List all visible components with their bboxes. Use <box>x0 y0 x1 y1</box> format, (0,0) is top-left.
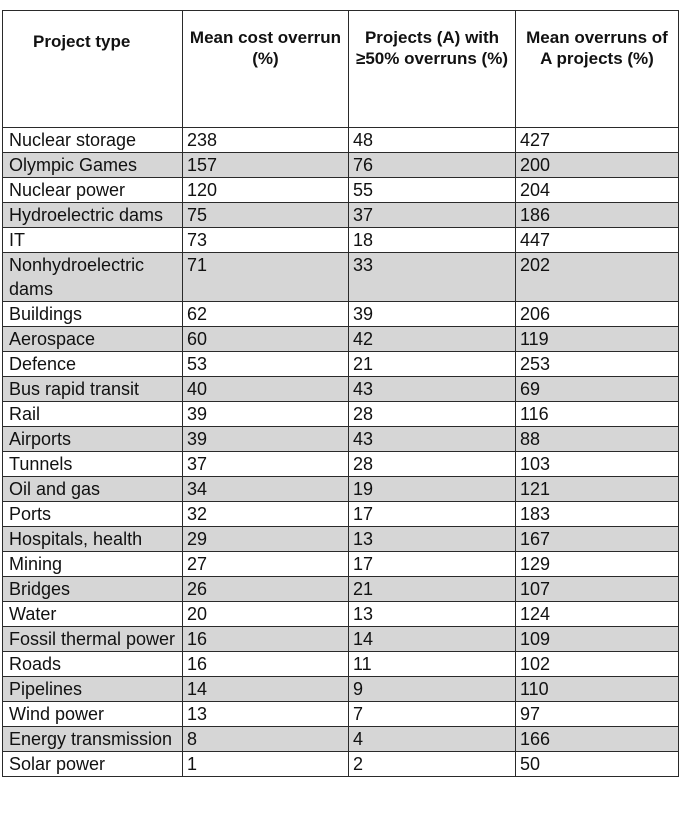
cell-mean-cost-overrun: 1 <box>183 752 349 777</box>
header-project-type: Project type <box>3 11 183 128</box>
cell-projects-a-pct: 21 <box>349 352 516 377</box>
cell-mean-cost-overrun: 157 <box>183 153 349 178</box>
cell-mean-cost-overrun: 34 <box>183 477 349 502</box>
cell-mean-cost-overrun: 40 <box>183 377 349 402</box>
cell-projects-a-pct: 37 <box>349 203 516 228</box>
cell-project-type: Olympic Games <box>3 153 183 178</box>
cell-projects-a-pct: 28 <box>349 452 516 477</box>
table-row <box>3 327 679 352</box>
cell-mean-overrun-a: 124 <box>516 602 679 627</box>
cell-mean-cost-overrun: 8 <box>183 727 349 752</box>
cell-mean-overrun-a: 447 <box>516 228 679 253</box>
cell-project-type: Fossil thermal power <box>3 627 183 652</box>
cell-mean-overrun-a: 253 <box>516 352 679 377</box>
cell-projects-a-pct: 76 <box>349 153 516 178</box>
cell-project-type: Hydroelectric dams <box>3 203 183 228</box>
cell-project-type: Wind power <box>3 702 183 727</box>
cell-projects-a-pct: 9 <box>349 677 516 702</box>
cell-mean-cost-overrun: 37 <box>183 452 349 477</box>
cell-project-type: Nuclear storage <box>3 128 183 153</box>
cell-mean-cost-overrun: 75 <box>183 203 349 228</box>
table-row <box>3 452 679 477</box>
table-row <box>3 302 679 327</box>
header-projects-a-text: Projects (A) with ≥50% overruns (%) <box>356 28 508 68</box>
cell-mean-cost-overrun: 29 <box>183 527 349 552</box>
cell-mean-cost-overrun: 39 <box>183 427 349 452</box>
cell-mean-overrun-a: 119 <box>516 327 679 352</box>
table-row <box>3 527 679 552</box>
table-row <box>3 552 679 577</box>
cell-projects-a-pct: 42 <box>349 327 516 352</box>
cell-mean-overrun-a: 69 <box>516 377 679 402</box>
cell-mean-cost-overrun: 39 <box>183 402 349 427</box>
table-row <box>3 427 679 452</box>
table-row <box>3 677 679 702</box>
cell-projects-a-pct: 21 <box>349 577 516 602</box>
cell-mean-overrun-a: 204 <box>516 178 679 203</box>
cell-mean-overrun-a: 167 <box>516 527 679 552</box>
cell-mean-overrun-a: 200 <box>516 153 679 178</box>
cell-projects-a-pct: 43 <box>349 427 516 452</box>
cell-projects-a-pct: 13 <box>349 602 516 627</box>
cell-project-type: Bus rapid transit <box>3 377 183 402</box>
cell-mean-overrun-a: 103 <box>516 452 679 477</box>
table-row <box>3 577 679 602</box>
cell-mean-overrun-a: 110 <box>516 677 679 702</box>
header-mean-overruns-a: Mean overruns of A projects (%) <box>516 11 679 128</box>
table-body <box>3 128 679 777</box>
cell-project-type: Defence <box>3 352 183 377</box>
cell-project-type: Roads <box>3 652 183 677</box>
header-projects-a <box>349 11 516 128</box>
table-row <box>3 652 679 677</box>
cell-mean-cost-overrun: 73 <box>183 228 349 253</box>
table-row <box>3 153 679 178</box>
table-row <box>3 602 679 627</box>
cell-project-type: Oil and gas <box>3 477 183 502</box>
cell-mean-cost-overrun: 60 <box>183 327 349 352</box>
table-row <box>3 727 679 752</box>
cell-mean-overrun-a: 183 <box>516 502 679 527</box>
cell-project-type: Water <box>3 602 183 627</box>
cell-projects-a-pct: 11 <box>349 652 516 677</box>
cell-projects-a-pct: 17 <box>349 502 516 527</box>
table-row <box>3 752 679 777</box>
cell-project-type: Aerospace <box>3 327 183 352</box>
cell-mean-overrun-a: 166 <box>516 727 679 752</box>
cell-mean-overrun-a: 206 <box>516 302 679 327</box>
cell-projects-a-pct: 33 <box>349 253 516 302</box>
cell-project-type: Energy transmission <box>3 727 183 752</box>
table-container <box>2 10 679 777</box>
table-row <box>3 253 679 302</box>
header-row <box>3 11 679 128</box>
table-row <box>3 477 679 502</box>
cell-mean-cost-overrun: 53 <box>183 352 349 377</box>
cell-mean-overrun-a: 121 <box>516 477 679 502</box>
cell-mean-cost-overrun: 26 <box>183 577 349 602</box>
cost-overrun-table <box>2 10 679 777</box>
cell-mean-overrun-a: 50 <box>516 752 679 777</box>
cell-mean-cost-overrun: 16 <box>183 652 349 677</box>
cell-projects-a-pct: 4 <box>349 727 516 752</box>
cell-mean-cost-overrun: 20 <box>183 602 349 627</box>
cell-mean-overrun-a: 88 <box>516 427 679 452</box>
table-row <box>3 402 679 427</box>
cell-projects-a-pct: 14 <box>349 627 516 652</box>
cell-projects-a-pct: 28 <box>349 402 516 427</box>
cell-project-type: Pipelines <box>3 677 183 702</box>
cell-projects-a-pct: 17 <box>349 552 516 577</box>
cell-mean-cost-overrun: 27 <box>183 552 349 577</box>
cell-projects-a-pct: 18 <box>349 228 516 253</box>
cell-mean-overrun-a: 109 <box>516 627 679 652</box>
cell-projects-a-pct: 39 <box>349 302 516 327</box>
cell-project-type: Nonhydroelectric dams <box>3 253 183 302</box>
cell-mean-cost-overrun: 14 <box>183 677 349 702</box>
cell-project-type: Mining <box>3 552 183 577</box>
cell-mean-cost-overrun: 62 <box>183 302 349 327</box>
cell-mean-overrun-a: 427 <box>516 128 679 153</box>
cell-mean-overrun-a: 129 <box>516 552 679 577</box>
cell-projects-a-pct: 19 <box>349 477 516 502</box>
cell-project-type: Buildings <box>3 302 183 327</box>
cell-projects-a-pct: 13 <box>349 527 516 552</box>
table-row <box>3 352 679 377</box>
table-row <box>3 702 679 727</box>
table-row <box>3 178 679 203</box>
cell-project-type: Tunnels <box>3 452 183 477</box>
cell-mean-overrun-a: 202 <box>516 253 679 302</box>
cell-mean-cost-overrun: 238 <box>183 128 349 153</box>
cell-mean-cost-overrun: 71 <box>183 253 349 302</box>
cell-projects-a-pct: 2 <box>349 752 516 777</box>
cell-mean-overrun-a: 97 <box>516 702 679 727</box>
cell-project-type: Solar power <box>3 752 183 777</box>
cell-project-type: IT <box>3 228 183 253</box>
cell-mean-cost-overrun: 32 <box>183 502 349 527</box>
table-row <box>3 128 679 153</box>
cell-project-type: Hospitals, health <box>3 527 183 552</box>
cell-project-type: Ports <box>3 502 183 527</box>
cell-project-type: Nuclear power <box>3 178 183 203</box>
cell-mean-cost-overrun: 16 <box>183 627 349 652</box>
cell-project-type: Bridges <box>3 577 183 602</box>
cell-project-type: Rail <box>3 402 183 427</box>
table-row <box>3 502 679 527</box>
table-row <box>3 203 679 228</box>
table-row <box>3 228 679 253</box>
cell-project-type: Airports <box>3 427 183 452</box>
cell-projects-a-pct: 7 <box>349 702 516 727</box>
cell-mean-overrun-a: 116 <box>516 402 679 427</box>
table-row <box>3 377 679 402</box>
cell-projects-a-pct: 43 <box>349 377 516 402</box>
cell-projects-a-pct: 55 <box>349 178 516 203</box>
cell-mean-overrun-a: 186 <box>516 203 679 228</box>
cell-mean-cost-overrun: 120 <box>183 178 349 203</box>
cell-mean-cost-overrun: 13 <box>183 702 349 727</box>
cell-projects-a-pct: 48 <box>349 128 516 153</box>
table-row <box>3 627 679 652</box>
cell-mean-overrun-a: 102 <box>516 652 679 677</box>
cell-mean-overrun-a: 107 <box>516 577 679 602</box>
header-mean-cost-overrun: Mean cost overrun (%) <box>183 11 349 128</box>
